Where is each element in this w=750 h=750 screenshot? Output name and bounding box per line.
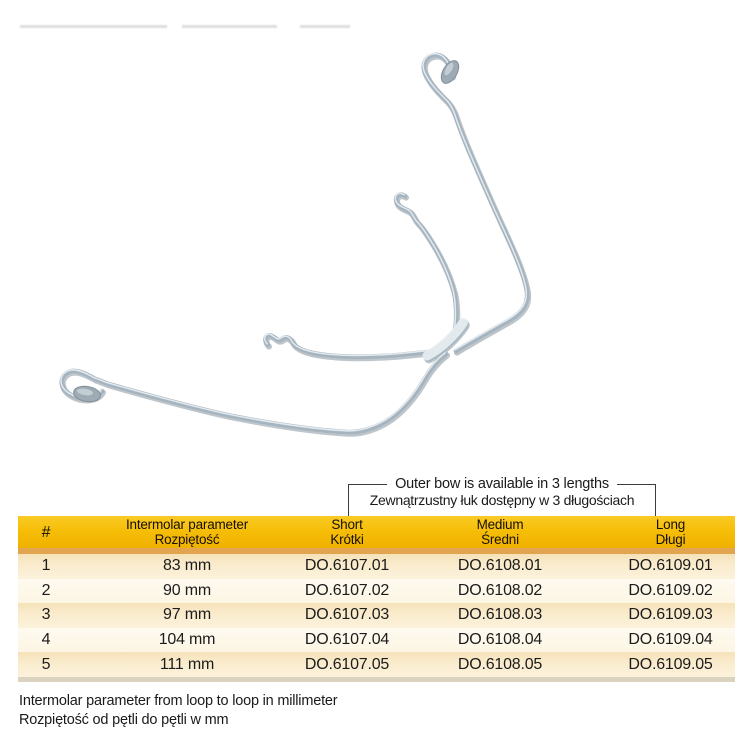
table-cell: DO.6108.04 <box>457 631 543 649</box>
column-header-text: Long <box>655 517 686 532</box>
footnote <box>19 692 337 729</box>
column-header-medium <box>394 516 606 548</box>
table-cell: DO.6108.01 <box>457 557 543 575</box>
table-cell: DO.6109.02 <box>628 581 713 599</box>
footnote-en: Intermolar parameter from loop to loop in millimeter <box>19 693 338 709</box>
table-cell: 1 <box>41 557 51 575</box>
footnote-pl: Rozpiętość od pętli do pętli w mm <box>19 711 229 728</box>
table-cell: 3 <box>41 606 51 624</box>
table-cell: 90 mm <box>163 581 211 599</box>
table-cell: DO.6109.03 <box>628 606 713 624</box>
column-header-text: # <box>41 523 51 541</box>
table-row <box>18 554 735 579</box>
table-cell: DO.6108.05 <box>457 655 543 673</box>
outer-bow-note-pl: Zewnątrzustny łuk dostępny w 3 długościach <box>369 492 635 508</box>
column-header-text: Długi <box>655 532 686 547</box>
table-cell: 111 mm <box>159 655 215 673</box>
table-cell: DO.6107.03 <box>304 606 390 624</box>
table-row <box>18 579 735 604</box>
size-table-header <box>18 516 735 554</box>
outer-bow-length-bracket <box>348 476 656 517</box>
table-cell: 97 mm <box>163 606 211 624</box>
table-cell: 104 mm <box>158 631 216 649</box>
table-cell: DO.6108.03 <box>457 606 543 624</box>
column-header-short <box>300 516 394 548</box>
size-table-body <box>18 554 735 682</box>
table-row <box>18 628 735 653</box>
table-cell: DO.6109.04 <box>628 631 713 649</box>
table-cell: DO.6109.05 <box>628 655 713 673</box>
column-header-text: Rozpiętość <box>154 532 220 547</box>
table-cell: DO.6109.01 <box>628 557 713 575</box>
column-header-text: Krótki <box>330 532 364 547</box>
column-header-intermolar-parameter <box>74 516 300 548</box>
table-cell: DO.6108.02 <box>457 581 543 599</box>
column-header-long <box>606 516 735 548</box>
table-cell: DO.6107.04 <box>304 631 390 649</box>
table-row <box>18 603 735 628</box>
table-cell: 5 <box>41 655 51 673</box>
column-header-text: Short <box>331 517 363 532</box>
column-header-text: Intermolar parameter <box>125 517 249 532</box>
table-cell: 4 <box>41 631 51 649</box>
outer-bow-note-en: Outer bow is available in 3 lengths <box>387 476 617 492</box>
column-header-num <box>18 516 74 548</box>
column-header-text: Medium <box>476 517 524 532</box>
table-cell: 2 <box>41 581 51 599</box>
table-cell: DO.6107.05 <box>304 655 390 673</box>
table-cell: DO.6107.02 <box>304 581 390 599</box>
table-row <box>18 652 735 677</box>
size-table <box>18 516 735 682</box>
table-cell: DO.6107.01 <box>304 557 390 575</box>
table-cell: 83 mm <box>163 557 211 575</box>
column-header-text: Średni <box>481 532 519 547</box>
